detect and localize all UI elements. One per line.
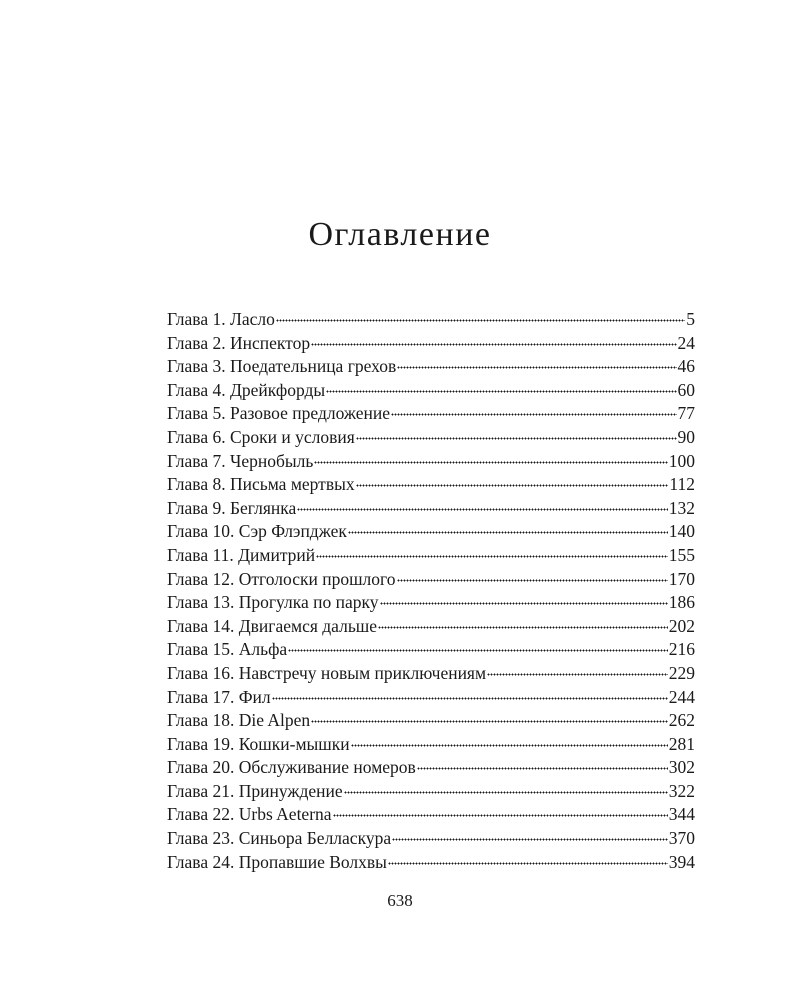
toc-entry-title: Глава 14. Двигаемся дальше xyxy=(167,615,378,636)
toc-entry-page: 229 xyxy=(668,662,695,683)
toc-entry-title: Глава 6. Сроки и условия xyxy=(167,426,355,447)
toc-entry-title: Глава 16. Навстречу новым приключениям xyxy=(167,662,487,683)
dot-leader xyxy=(356,484,669,487)
toc-entry-title: Глава 17. Фил xyxy=(167,686,271,707)
toc-entry-page: 216 xyxy=(668,639,695,660)
dot-leader xyxy=(272,697,668,700)
page-number: 638 xyxy=(387,891,413,910)
toc-entry xyxy=(167,402,695,426)
dot-leader xyxy=(333,814,668,817)
toc-entry xyxy=(167,591,695,615)
toc-entry xyxy=(167,803,695,827)
dot-leader xyxy=(388,862,668,865)
toc-entry xyxy=(167,568,695,592)
toc-entry-page: 244 xyxy=(668,686,695,707)
toc-entry xyxy=(167,520,695,544)
toc-entry xyxy=(167,379,695,403)
toc-entry-page: 202 xyxy=(668,615,695,636)
dot-leader xyxy=(391,413,676,416)
toc-entry-page: 46 xyxy=(677,356,695,377)
toc-entry-page: 112 xyxy=(669,474,695,495)
dot-leader xyxy=(348,531,668,534)
toc-entry xyxy=(167,426,695,450)
toc-entry-title: Глава 24. Пропавшие Волхвы xyxy=(167,851,387,872)
toc-entry xyxy=(167,709,695,733)
toc-entry-page: 100 xyxy=(668,450,695,471)
toc-entry xyxy=(167,780,695,804)
toc-entry xyxy=(167,756,695,780)
dot-leader xyxy=(380,602,668,605)
toc-entry-page: 322 xyxy=(668,780,695,801)
toc-entry-title: Глава 20. Обслуживание номеров xyxy=(167,757,416,778)
dot-leader xyxy=(487,673,668,676)
dot-leader xyxy=(417,767,668,770)
toc-entry xyxy=(167,662,695,686)
toc-entry-page: 302 xyxy=(668,757,695,778)
toc-entry-title: Глава 4. Дрейкфорды xyxy=(167,379,326,400)
dot-leader xyxy=(351,744,668,747)
dot-leader xyxy=(276,319,685,322)
toc-entry-title: Глава 2. Инспектор xyxy=(167,332,311,353)
toc-entry-page: 370 xyxy=(668,828,695,849)
toc-entry-page: 155 xyxy=(668,544,695,565)
toc-entry xyxy=(167,686,695,710)
toc-entry-page: 394 xyxy=(668,851,695,872)
toc-entry-page: 186 xyxy=(668,592,695,613)
dot-leader xyxy=(344,791,668,794)
toc-entry-title: Глава 11. Димитрий xyxy=(167,544,316,565)
toc-entry-page: 24 xyxy=(677,332,695,353)
toc-entry xyxy=(167,544,695,568)
dot-leader xyxy=(288,649,668,652)
toc-entry-title: Глава 5. Разовое предложение xyxy=(167,403,391,424)
toc-entry xyxy=(167,827,695,851)
dot-leader xyxy=(326,390,676,393)
dot-leader xyxy=(397,579,668,582)
toc-entry-page: 344 xyxy=(668,804,695,825)
toc-entry-title: Глава 13. Прогулка по парку xyxy=(167,592,379,613)
toc-entry xyxy=(167,615,695,639)
table-of-contents xyxy=(167,308,695,874)
toc-entry-page: 132 xyxy=(668,497,695,518)
toc-entry-page: 140 xyxy=(668,521,695,542)
dot-leader xyxy=(316,555,668,558)
toc-entry xyxy=(167,851,695,875)
page-title: Оглавление xyxy=(308,216,492,253)
toc-entry xyxy=(167,733,695,757)
dot-leader xyxy=(392,838,668,841)
toc-entry-title: Глава 1. Ласло xyxy=(167,309,275,329)
toc-entry xyxy=(167,497,695,521)
toc-entry-page: 170 xyxy=(668,568,695,589)
toc-entry-title: Глава 23. Синьора Белласкура xyxy=(167,828,392,849)
toc-entry-title: Глава 19. Кошки-мышки xyxy=(167,733,350,754)
dot-leader xyxy=(397,366,676,369)
toc-entry xyxy=(167,473,695,497)
toc-entry-title: Глава 10. Сэр Флэпджек xyxy=(167,521,347,542)
toc-entry-page: 77 xyxy=(677,403,695,424)
toc-entry-page: 262 xyxy=(668,710,695,731)
toc-entry xyxy=(167,638,695,662)
dot-leader xyxy=(356,437,677,440)
toc-entry-title: Глава 15. Альфа xyxy=(167,639,288,660)
dot-leader xyxy=(297,508,668,511)
toc-entry-page: 90 xyxy=(677,426,695,447)
toc-entry xyxy=(167,332,695,356)
toc-entry xyxy=(167,308,695,332)
toc-entry-page: 5 xyxy=(686,309,695,329)
toc-entry-title: Глава 18. Die Alpen xyxy=(167,710,311,731)
toc-entry-title: Глава 3. Поедательница грехов xyxy=(167,356,397,377)
toc-entry-title: Глава 7. Чернобыль xyxy=(167,450,314,471)
toc-entry-title: Глава 8. Письма мертвых xyxy=(167,474,355,495)
dot-leader xyxy=(314,461,667,464)
toc-entry xyxy=(167,450,695,474)
toc-entry xyxy=(167,355,695,379)
dot-leader xyxy=(378,626,668,629)
toc-entry-title: Глава 12. Отголоски прошлого xyxy=(167,568,396,589)
toc-entry-title: Глава 21. Принуждение xyxy=(167,780,343,801)
dot-leader xyxy=(311,720,668,723)
toc-entry-title: Глава 9. Беглянка xyxy=(167,497,297,518)
toc-entry-page: 281 xyxy=(668,733,695,754)
toc-entry-page: 60 xyxy=(677,379,695,400)
dot-leader xyxy=(311,343,676,346)
toc-entry-title: Глава 22. Urbs Aeterna xyxy=(167,804,332,825)
